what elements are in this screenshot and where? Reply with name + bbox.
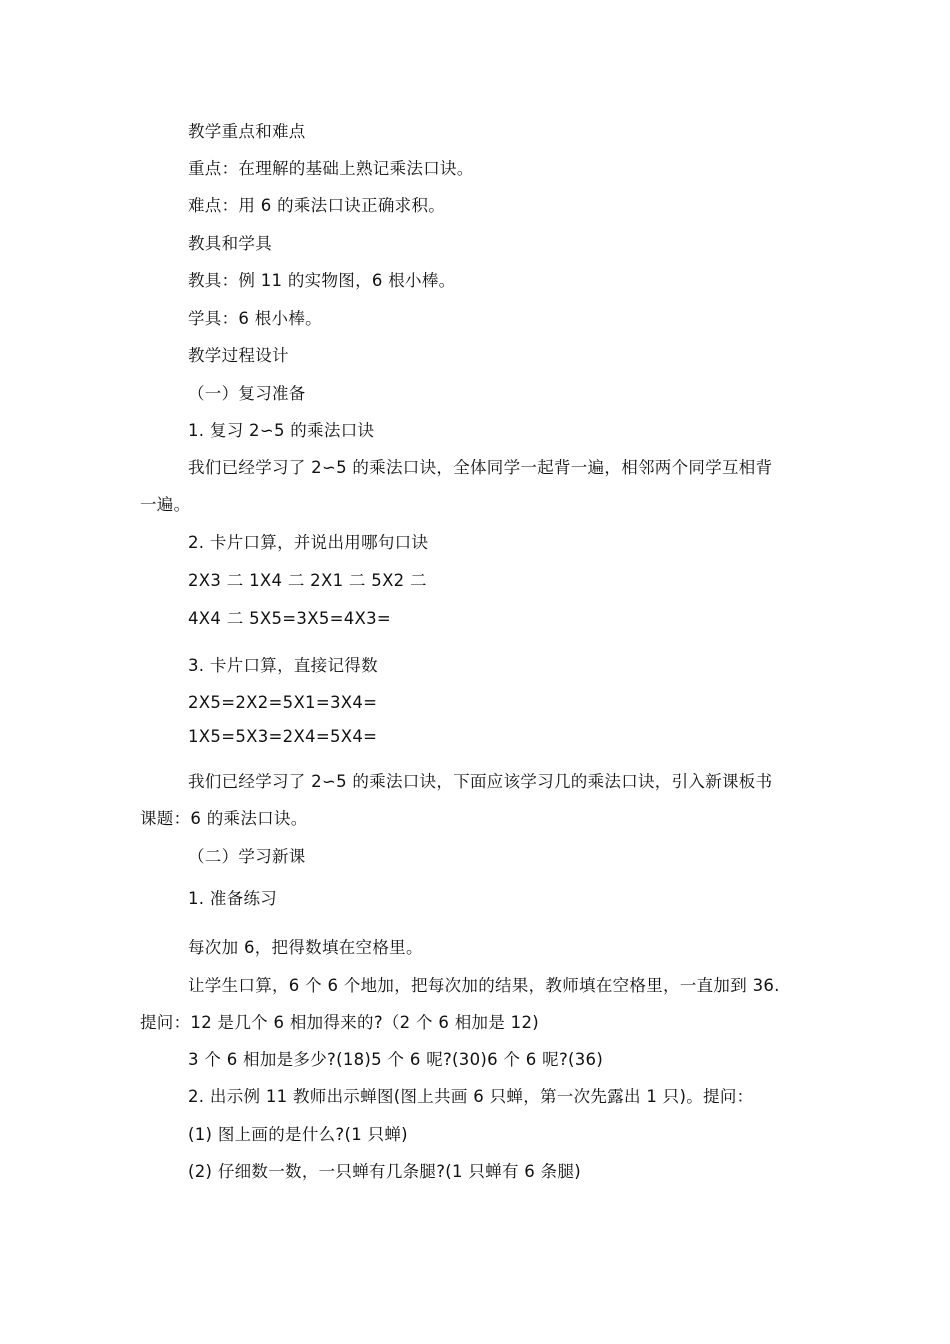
- subsection-heading: （二）学习新课: [188, 847, 306, 866]
- paragraph: 提问：12 是几个 6 相加得来的?（2 个 6 相加是 12): [140, 1013, 539, 1032]
- list-item: (2) 仔细数一数，一只蝉有几条腿?(1 只蝉有 6 条腿): [188, 1162, 581, 1181]
- paragraph: 3 个 6 相加是多少?(18)5 个 6 呢?(30)6 个 6 呢?(36): [188, 1050, 604, 1069]
- list-item: 1. 复习 2∽5 的乘法口诀: [188, 421, 375, 440]
- section-heading-focus: 教学重点和难点: [188, 122, 306, 141]
- list-item: 2. 卡片口算，并说出用哪句口诀: [188, 533, 429, 552]
- paragraph: 难点：用 6 的乘法口诀正确求积。: [188, 196, 446, 215]
- list-item: (1) 图上画的是什么?(1 只蝉): [188, 1125, 408, 1144]
- paragraph: 我们已经学习了 2∽5 的乘法口诀，下面应该学习几的乘法口诀，引入新课板书: [188, 772, 773, 791]
- paragraph-continuation: 课题：6 的乘法口诀。: [140, 809, 308, 828]
- paragraph: 教具：例 11 的实物图，6 根小棒。: [188, 271, 456, 290]
- math-exercise: 1X5=5X3=2X4=5X4=: [188, 727, 378, 746]
- math-exercise: 2X3 二 1X4 二 2X1 二 5X2 二: [188, 571, 427, 590]
- list-item: 3. 卡片口算，直接记得数: [188, 656, 378, 675]
- paragraph: 让学生口算，6 个 6 个地加，把每次加的结果，教师填在空格里，一直加到 36.: [188, 976, 780, 995]
- paragraph: 每次加 6，把得数填在空格里。: [188, 938, 423, 957]
- paragraph-continuation: 一遍。: [140, 495, 191, 514]
- list-item: 1. 准备练习: [188, 889, 278, 908]
- subsection-heading: （一）复习准备: [188, 384, 306, 403]
- section-heading-tools: 教具和学具: [188, 234, 272, 253]
- math-exercise: 4X4 二 5X5=3X5=4X3=: [188, 609, 392, 628]
- paragraph: 重点：在理解的基础上熟记乘法口诀。: [188, 159, 474, 178]
- paragraph: 我们已经学习了 2∽5 的乘法口诀，全体同学一起背一遍，相邻两个同学互相背: [188, 458, 773, 477]
- paragraph: 学具：6 根小棒。: [188, 309, 322, 328]
- section-heading-process: 教学过程设计: [188, 346, 289, 365]
- math-exercise: 2X5=2X2=5X1=3X4=: [188, 693, 378, 712]
- list-item: 2. 出示例 11 教师出示蝉图(图上共画 6 只蝉，第一次先露出 1 只)。提问：: [188, 1087, 754, 1106]
